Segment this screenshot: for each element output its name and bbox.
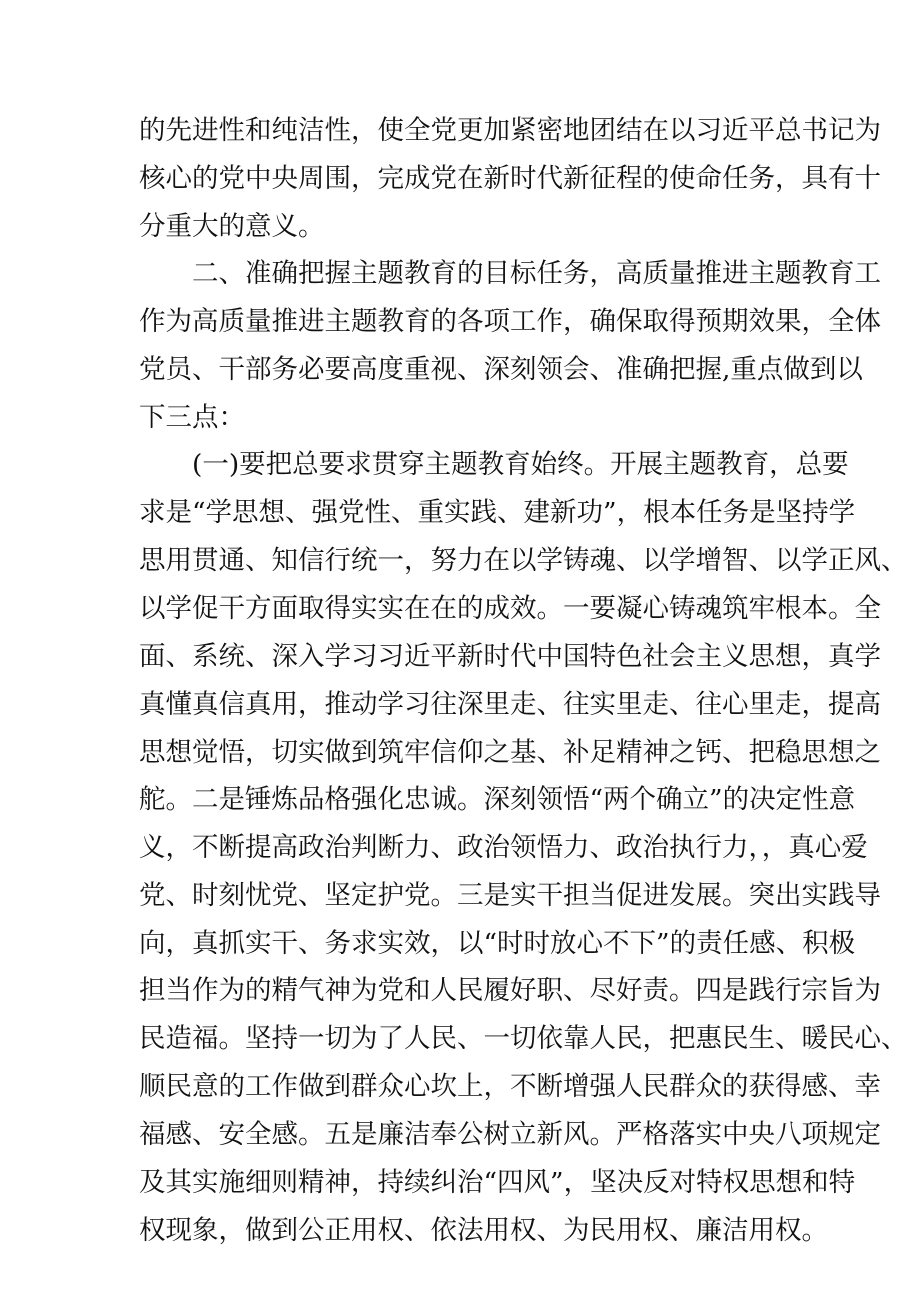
text-line: 顺民意的工作做到群众心坎上，不断增强人民群众的获得感、幸: [139, 1071, 881, 1102]
text-line: 及其实施细则精神，持续纠治“四风”，坚决反对特权思想和特: [139, 1167, 856, 1198]
text-line: 思用贯通、知信行统一，努力在以学铸魂、以学增智、以学正风、: [139, 545, 908, 576]
text-line: 担当作为的精气神为党和人民履好职、尽好责。四是践行宗旨为: [139, 975, 881, 1006]
text-line: 核心的党中央周围，完成党在新时代新征程的使命任务，具有十: [139, 163, 881, 194]
text-line: (一)要把总要求贯穿主题教育始终。开展主题教育，总要: [139, 449, 849, 480]
text-line: 的先进性和纯洁性，使全党更加紧密地团结在以习近平总书记为: [139, 115, 881, 146]
text-line: 分重大的意义。: [139, 211, 325, 242]
text-line: 真懂真信真用，推动学习往深里走、往实里走、往心里走，提高: [139, 689, 881, 720]
text-line: 党员、干部务必要高度重视、深刻领会、准确把握,重点做到以: [139, 354, 863, 385]
text-line: 向，真抓实干、务求实效，以“时时放心不下”的责任感、积极: [139, 928, 856, 959]
text-line: 面、系统、深入学习习近平新时代中国特色社会主义思想，真学: [139, 641, 881, 672]
text-line: 二、准确把握主题教育的目标任务，高质量推进主题教育工: [139, 258, 881, 289]
text-line: 福感、安全感。五是廉洁奉公树立新风。严格落实中央八项规定: [139, 1119, 881, 1150]
text-line: 求是“学思想、强党性、重实践、建新功”，根本任务是坚持学: [139, 497, 856, 528]
text-line: 下三点：: [139, 402, 245, 433]
text-line: 党、时刻忧党、坚定护党。三是实干担当促进发展。突出实践导: [139, 880, 881, 911]
text-line: 民造福。坚持一切为了人民、一切依靠人民，把惠民生、暖民心、: [139, 1023, 908, 1054]
text-line: 权现象，做到公正用权、依法用权、为民用权、廉洁用权。: [139, 1215, 828, 1246]
text-line: 思想觉悟，切实做到筑牢信仰之基、补足精神之钙、把稳思想之: [139, 737, 881, 768]
text-line: 义，不断提高政治判断力、政治领悟力、政治执行力，，真心爱: [139, 832, 868, 863]
text-line: 作为高质量推进主题教育的各项工作，确保取得预期效果，全体: [139, 306, 881, 337]
text-line: 舵。二是锤炼品格强化忠诚。深刻领悟“两个确立”的决定性意: [139, 784, 856, 815]
text-line: 以学促干方面取得实实在在的成效。一要凝心铸魂筑牢根本。全: [139, 593, 881, 624]
